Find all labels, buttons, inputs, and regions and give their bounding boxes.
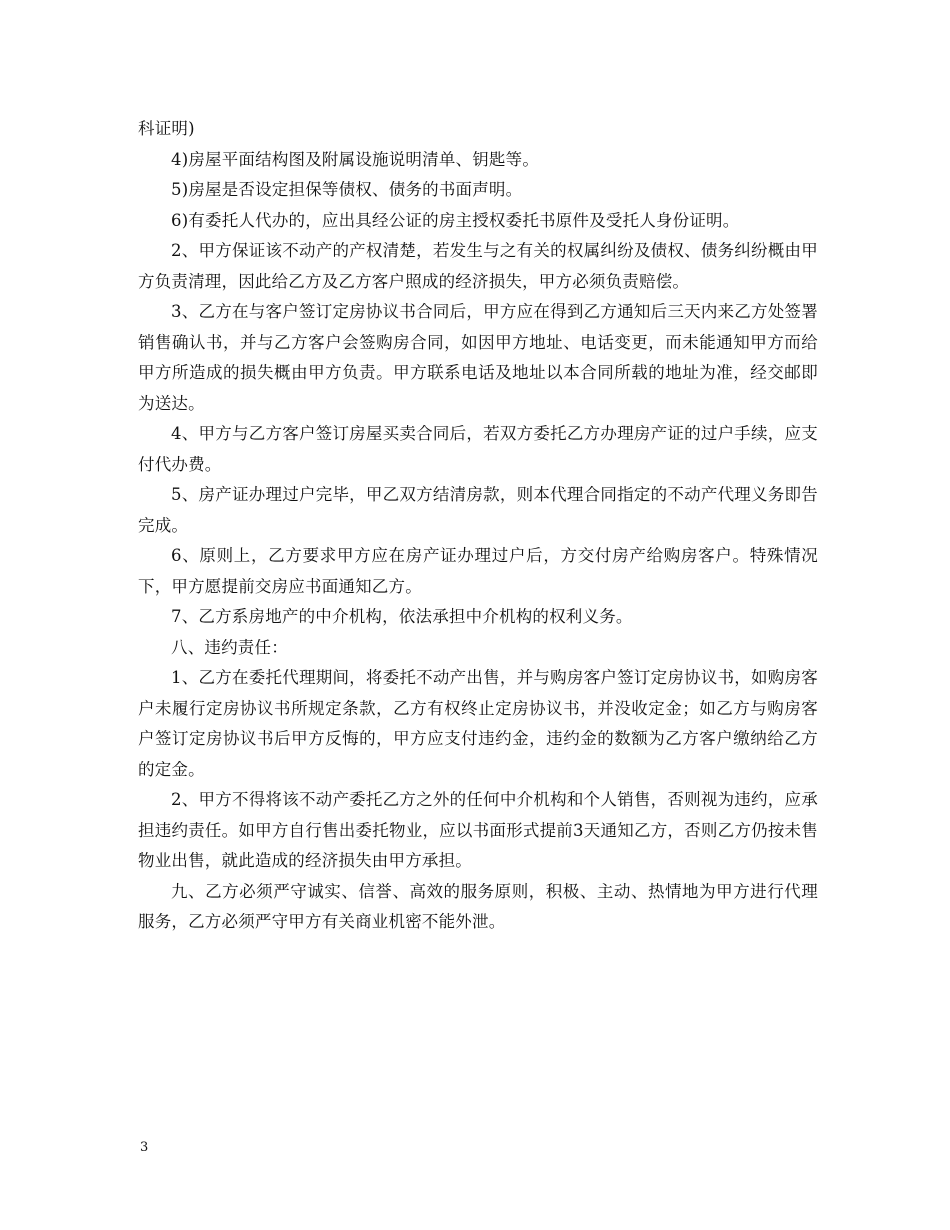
page-number: 3 bbox=[140, 1140, 149, 1155]
section-heading-breach: 八、违约责任： bbox=[171, 637, 288, 657]
paragraph-clause-7: 7、乙方系房地产的中介机构，依法承担中介机构的权利义务。 bbox=[171, 607, 633, 626]
paragraph-breach-1: 1、乙方在委托代理期间，将委托不动产出售，并与购房客户签订定房协议书，如购房客户未履行定房协议书所规定条款，乙方有权终止定房协议书，并没收定金；如乙方与购房客户签订定房协议书后甲方反悔的，甲方应支付违约金，违约金的数额为乙方客户缴纳给乙方的定金。 bbox=[138, 668, 818, 779]
paragraph-item-4: 4)房屋平面结构图及附属设施说明清单、钥匙等。 bbox=[171, 149, 540, 169]
paragraph-clause-6: 6、原则上，乙方要求甲方应在房产证办理过户后，方交付房产给购房客户。特殊情况下，甲方愿提前交房应书面通知乙方。 bbox=[138, 546, 818, 596]
paragraph-clause-4: 4、甲方与乙方客户签订房屋买卖合同后，若双方委托乙方办理房产证的过户手续，应支付代办费。 bbox=[138, 424, 818, 474]
paragraph-continuation: 科证明) bbox=[138, 119, 195, 138]
paragraph-clause-5: 5、房产证办理过户完毕，甲乙双方结清房款，则本代理合同指定的不动产代理义务即告完成。 bbox=[138, 485, 818, 535]
paragraph-item-6: 6)有委托人代办的，应出具经公证的房主授权委托书原件及受托人身份证明。 bbox=[171, 210, 740, 230]
paragraph-clause-2: 2、甲方保证该不动产的产权清楚，若发生与之有关的权属纠纷及债权、债务纠纷概由甲方负责清理，因此给乙方及乙方客户照成的经济损失，甲方必须负责赔偿。 bbox=[138, 241, 818, 291]
paragraph-clause-3: 3、乙方在与客户签订定房协议书合同后，甲方应在得到乙方通知后三天内来乙方处签署销售确认书，并与乙方客户会签购房合同，如因甲方地址、电话变更，而未能通知甲方而给甲方所造成的损失概由甲方负责。甲方联系电话及地址以本合同所载的地址为准，经交邮即为送达。 bbox=[138, 302, 818, 413]
document-body bbox=[138, 114, 818, 938]
paragraph-breach-2: 2、甲方不得将该不动产委托乙方之外的任何中介机构和个人销售，否则视为违约，应承担违约责任。如甲方自行售出委托物业，应以书面形式提前3天通知乙方，否则乙方仍按未售物业出售，就此造成的经济损失由甲方承担。 bbox=[138, 790, 818, 870]
paragraph-item-5: 5)房屋是否设定担保等债权、债务的书面声明。 bbox=[171, 180, 523, 199]
paragraph-section-nine: 九、乙方必须严守诚实、信誉、高效的服务原则，积极、主动、热情地为甲方进行代理服务，乙方必须严守甲方有关商业机密不能外泄。 bbox=[138, 881, 818, 931]
